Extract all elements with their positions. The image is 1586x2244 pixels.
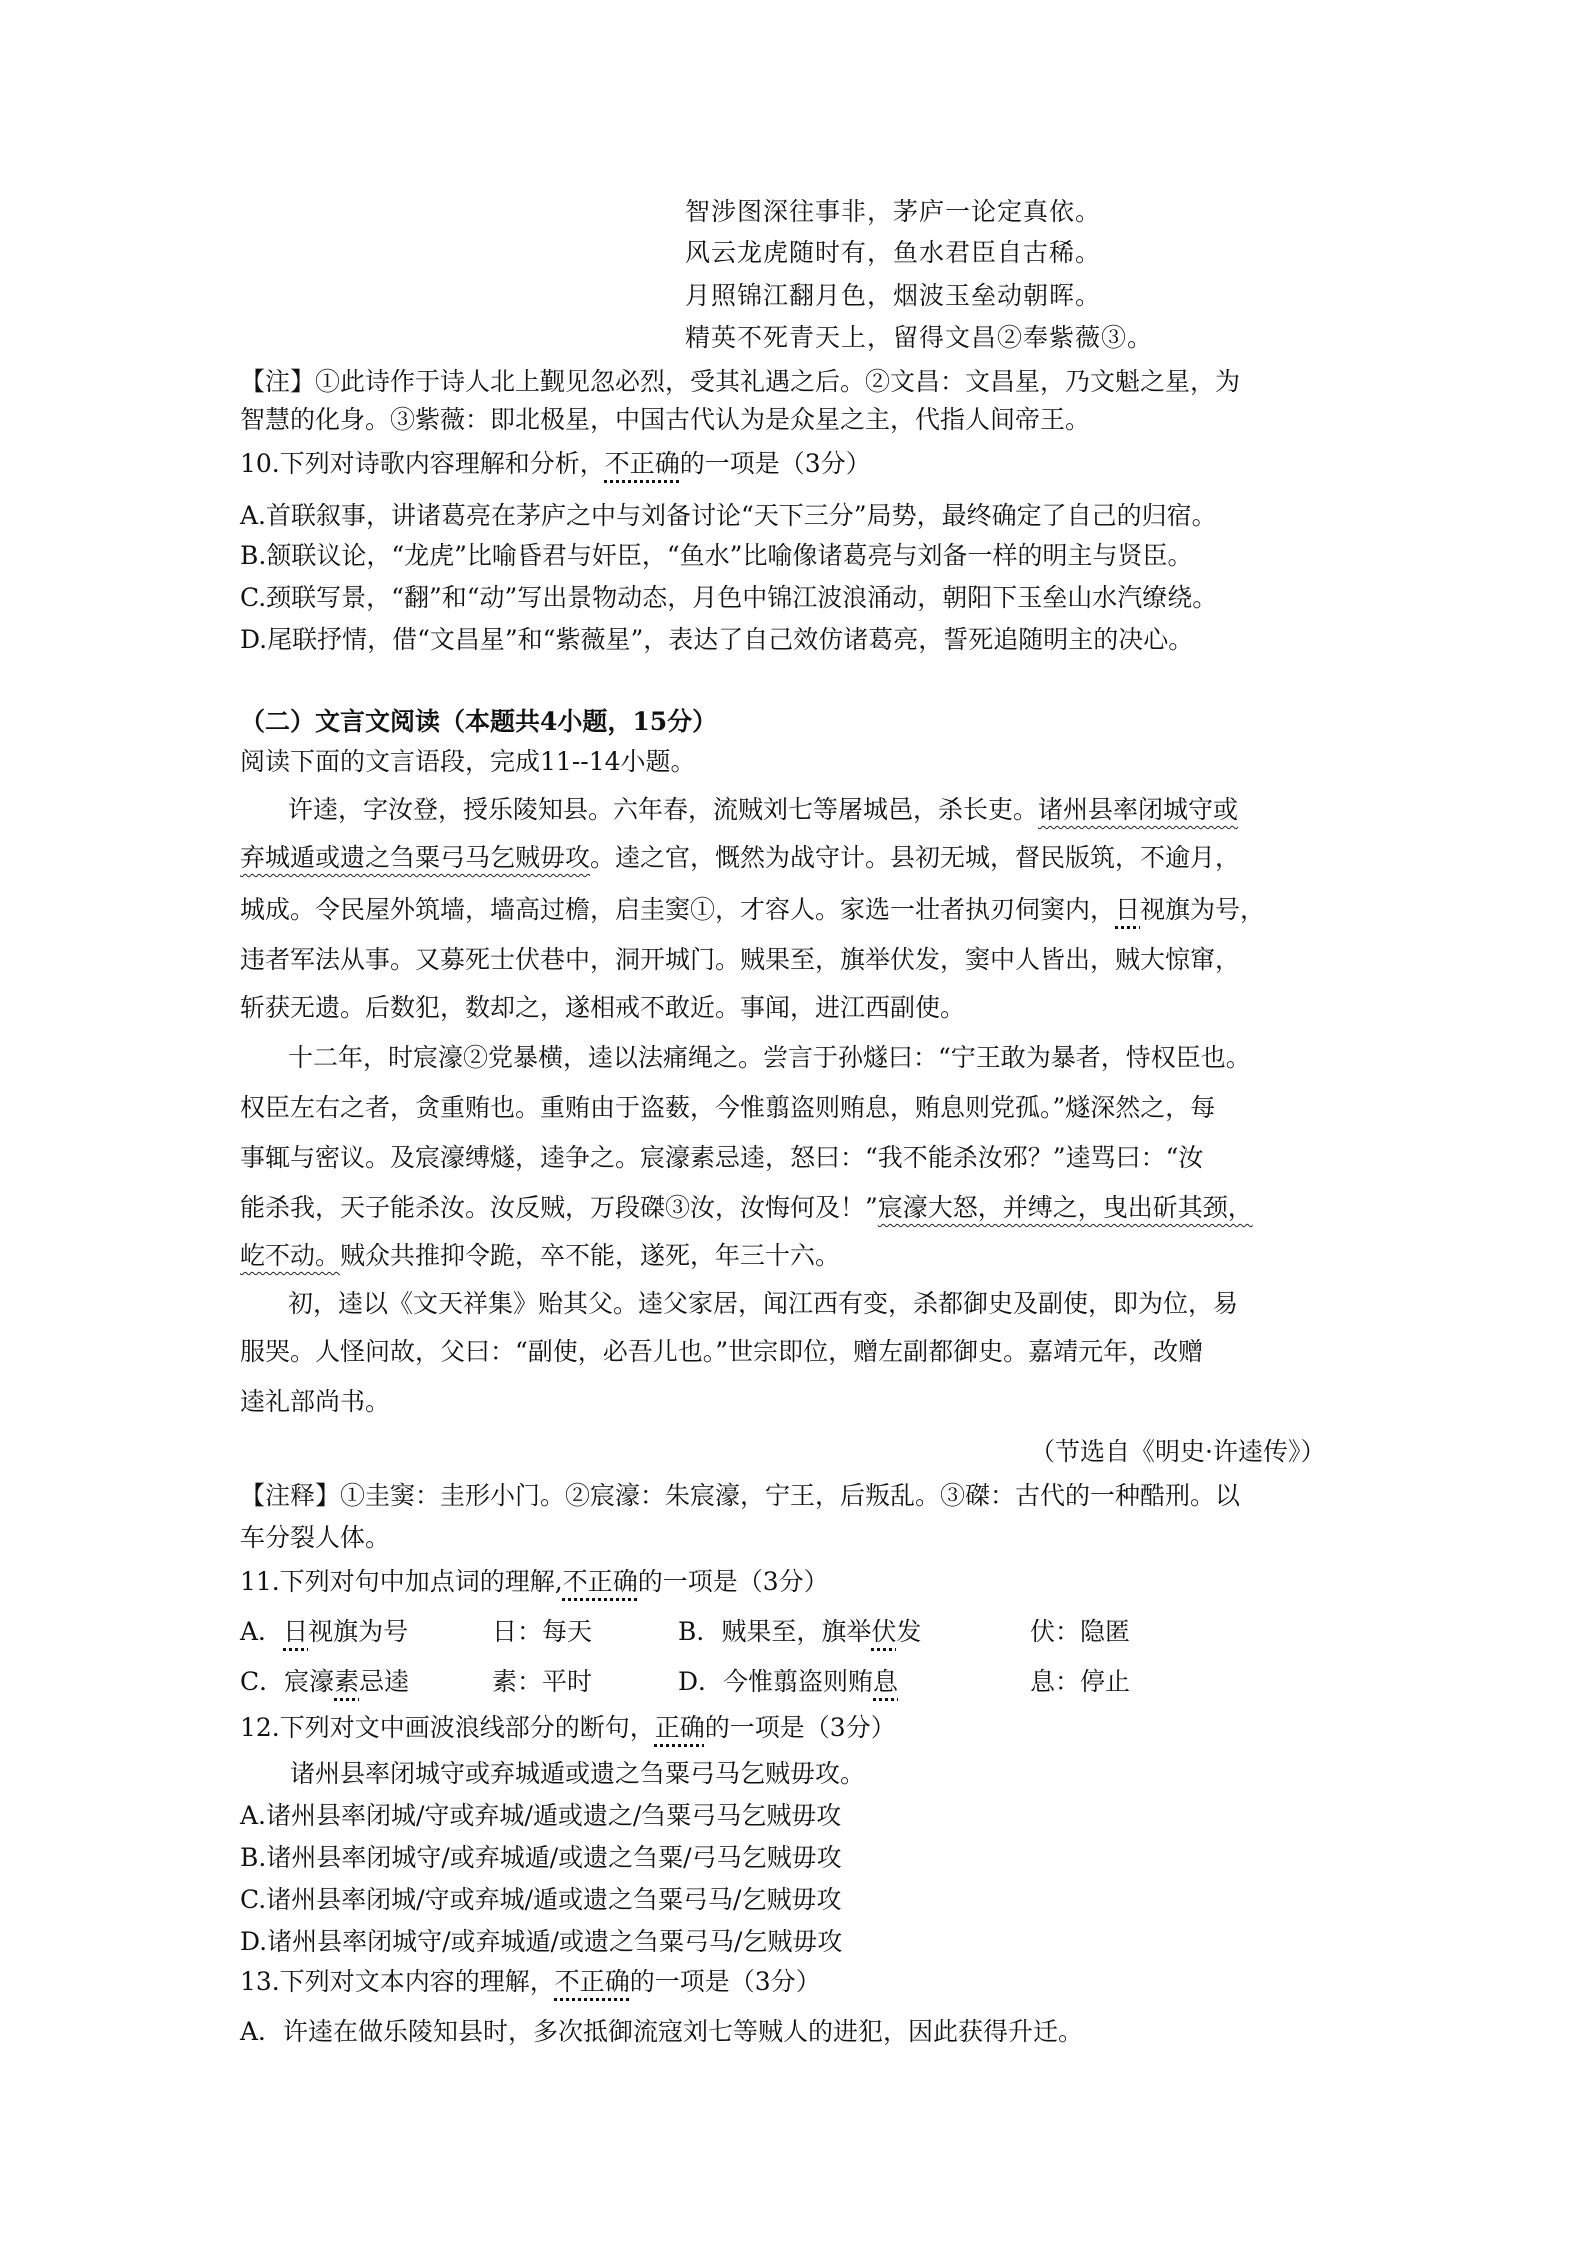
q10-option-d: D.尾联抒情，借“文昌星”和“紫薇星”，表达了自己效仿诸葛亮，誓死追随明主的决心。	[240, 625, 1194, 654]
passage-note-line-1: 【注释】①圭窦：圭形小门。②宸濠：朱宸濠，宁王，后叛乱。③磔：古代的一种酷刑。以	[240, 1481, 1241, 1510]
passage-line: 逵礼部尚书。	[240, 1387, 391, 1416]
emphasis-dots: 息	[873, 1667, 899, 1696]
emphasis-dots: 日	[283, 1617, 309, 1646]
passage-note-line-2: 车分裂人体。	[240, 1523, 391, 1552]
poem-note-line-1: 【注】①此诗作于诗人北上觐见忽必烈，受其礼遇之后。②文昌：文昌星，乃文魁之星，为	[240, 367, 1241, 396]
passage-line: 城成。令民屋外筑墙，墙高过檐，启圭窦①，才容人。家选一壮者执刃伺窦内，日视旗为号，	[240, 895, 1266, 924]
passage-line: 十二年，时宸濠②党暴横，逵以法痛绳之。尝言于孙燧曰：“宁王敢为暴者，恃权臣也。	[288, 1043, 1251, 1072]
q11-option-a: A．日视旗为号	[240, 1617, 409, 1646]
poem-line-3: 月照锦江翻月色，烟波玉垒动朝晖。	[685, 281, 1102, 310]
passage-source: （节选自《明史·许逵传》）	[1030, 1437, 1326, 1466]
q11-option-b: B．贼果至，旗举伏发	[678, 1617, 922, 1646]
q12-sentence: 诸州县率闭城守或弃城遁或遗之刍粟弓马乞贼毋攻。	[290, 1759, 866, 1788]
poem-line-4: 精英不死青天上，留得文昌②奉紫薇③。	[685, 323, 1154, 352]
q10-option-b: B.颔联议论，“龙虎”比喻昏君与奸臣，“鱼水”比喻像诸葛亮与刘备一样的明主与贤臣。	[240, 541, 1193, 570]
emphasis-dots: 素	[334, 1667, 360, 1696]
wavy-underline-text: 屹不动。	[240, 1241, 341, 1270]
emphasis-dots: 正确	[654, 1713, 705, 1742]
q12-option-c: C.诸州县率闭城/守或弃城/遁或遗之刍粟弓马/乞贼毋攻	[240, 1885, 842, 1914]
passage-line: 弃城遁或遗之刍粟弓马乞贼毋攻。逵之官，慨然为战守计。县初无城，督民版筑，不逾月，	[240, 843, 1241, 872]
q11-option-d: D．今惟翦盗则贿息	[678, 1667, 899, 1696]
poem-line-2: 风云龙虎随时有，鱼水君臣自古稀。	[685, 238, 1102, 267]
section-instruction: 阅读下面的文言语段，完成11--14小题。	[240, 747, 696, 776]
passage-line: 服哭。人怪问故，父曰：“副使，必吾儿也。”世宗即位，赠左副都御史。嘉靖元年，改赠	[240, 1337, 1204, 1366]
q13-option-a: A．许逵在做乐陵知县时，多次抵御流寇刘七等贼人的进犯，因此获得升迁。	[240, 2017, 1084, 2046]
emphasis-dots: 伏	[871, 1617, 897, 1646]
section-title: （二）文言文阅读（本题共4小题，15分）	[240, 707, 718, 736]
q12-stem: 12.下列对文中画波浪线部分的断句，正确的一项是（3分）	[240, 1713, 896, 1742]
q12-option-d: D.诸州县率闭城守/或弃城遁/或遗之刍粟弓马/乞贼毋攻	[240, 1927, 843, 1956]
wavy-underline-text: 诸州县率闭城守或	[1038, 795, 1239, 824]
q10-option-a: A.首联叙事，讲诸葛亮在茅庐之中与刘备讨论“天下三分”局势，最终确定了自己的归宿。	[240, 501, 1217, 530]
passage-line: 初，逵以《文天祥集》贻其父。逵父家居，闻江西有变，杀都御史及副使，即为位，易	[288, 1289, 1239, 1318]
q10-stem: 10.下列对诗歌内容理解和分析，不正确的一项是（3分）	[240, 449, 871, 478]
passage-line: 违者军法从事。又募死士伏巷中，洞开城门。贼果至，旗举伏发，窦中人皆出，贼大惊窜，	[240, 945, 1241, 974]
q11-option-c: C．宸濠素忌逵	[240, 1667, 410, 1696]
passage-line: 许逵，字汝登，授乐陵知县。六年春，流贼刘七等屠城邑，杀长吏。诸州县率闭城守或	[288, 795, 1239, 824]
passage-line: 权臣左右之者，贪重贿也。重贿由于盗薮，今惟翦盗则贿息，贿息则党孤。”燧深然之，每	[240, 1093, 1216, 1122]
q12-option-b: B.诸州县率闭城守/或弃城遁/或遗之刍粟/弓马乞贼毋攻	[240, 1843, 842, 1872]
q11-gloss-a: 日：每天	[492, 1617, 593, 1646]
wavy-underline-text: 宸濠大怒，并缚之，曳出斫其颈，	[877, 1193, 1253, 1222]
q11-gloss-c: 素：平时	[492, 1667, 593, 1696]
emphasis-dots: 日	[1115, 895, 1141, 924]
poem-note-line-2: 智慧的化身。③紫薇：即北极星，中国古代认为是众星之主，代指人间帝王。	[240, 405, 1091, 434]
q11-gloss-b: 伏：隐匿	[1030, 1617, 1131, 1646]
emphasis-dots: 不正确	[562, 1567, 638, 1596]
wavy-underline-text: 弃城遁或遗之刍粟弓马乞贼毋攻	[240, 843, 591, 872]
poem-line-1: 智涉图深往事非，茅庐一论定真依。	[685, 197, 1102, 226]
passage-line: 能杀我，天子能杀汝。汝反贼，万段磔③汝，汝悔何及！”宸濠大怒，并缚之，曳出斫其颈，	[240, 1193, 1253, 1222]
q12-option-a: A.诸州县率闭城/守或弃城/遁或遗之/刍粟弓马乞贼毋攻	[240, 1801, 842, 1830]
q11-stem: 11.下列对句中加点词的理解,不正确的一项是（3分）	[240, 1567, 829, 1596]
passage-line: 事辄与密议。及宸濠缚燧，逵争之。宸濠素忌逵，怒曰：“我不能杀汝邪？”逵骂曰：“汝	[240, 1143, 1204, 1172]
passage-line: 屹不动。贼众共推抑令跪，卒不能，遂死，年三十六。	[240, 1241, 841, 1270]
q13-stem: 13.下列对文本内容的理解，不正确的一项是（3分）	[240, 1967, 821, 1996]
emphasis-dots: 不正确	[554, 1967, 630, 1996]
passage-line: 斩获无遗。后数犯，数却之，遂相戒不敢近。事闻，进江西副使。	[240, 993, 966, 1022]
emphasis-dots: 不正确	[604, 449, 680, 478]
q11-gloss-d: 息：停止	[1030, 1667, 1131, 1696]
q10-option-c: C.颈联写景，“翻”和“动”写出景物动态，月色中锦江波浪涌动，朝阳下玉垒山水汽缭绕。	[240, 583, 1218, 612]
